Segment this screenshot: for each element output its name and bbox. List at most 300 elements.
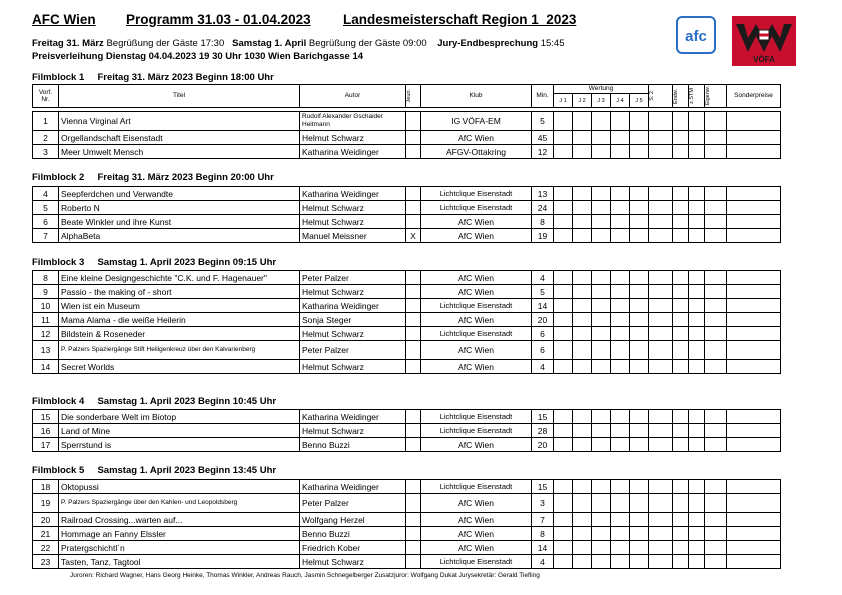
cell-score[interactable] [554,313,573,327]
cell-score[interactable] [649,555,673,569]
cell-score[interactable] [689,341,705,360]
cell-score[interactable] [630,438,649,452]
cell-score[interactable] [573,438,592,452]
cell-score[interactable] [573,513,592,527]
cell-score[interactable] [630,424,649,438]
cell-score[interactable] [573,299,592,313]
cell-score[interactable] [554,341,573,360]
cell-score[interactable] [573,327,592,341]
cell-titel: Tasten, Tanz, Tagtool [59,555,300,569]
cell-score[interactable] [705,438,727,452]
cell-autor: Peter Palzer [300,341,406,360]
info-fri-label: Freitag 31. März [32,38,104,49]
cell-score[interactable] [611,360,630,374]
cell-score[interactable] [673,527,689,541]
cell-score[interactable] [554,229,573,243]
table-row [33,131,781,145]
cell-score[interactable] [727,131,781,145]
cell-score[interactable] [611,555,630,569]
table-row [33,215,781,229]
cell-score[interactable] [649,341,673,360]
cell-klub: AfC Wien [421,541,532,555]
cell-score[interactable] [705,341,727,360]
cell-score[interactable] [727,271,781,285]
cell-score[interactable] [689,229,705,243]
cell-score[interactable] [630,541,649,555]
cell-score[interactable] [573,271,592,285]
cell-titel: Sperrstund is [59,438,300,452]
cell-score[interactable] [705,201,727,215]
cell-autor: Sonja Steger [300,313,406,327]
cell-score[interactable] [592,187,611,201]
info-jury-text: 15:45 [540,38,565,49]
cell-score[interactable] [630,229,649,243]
cell-score[interactable] [727,327,781,341]
cell-score[interactable] [630,513,649,527]
cell-score[interactable] [689,131,705,145]
cell-score[interactable] [573,410,592,424]
vofa-logo [732,16,796,66]
cell-score[interactable] [573,112,592,131]
cell-score[interactable] [592,341,611,360]
cell-score[interactable] [630,480,649,494]
cell-score[interactable] [630,112,649,131]
block-2-head: Filmblock 2 Freitag 31. März 2023 Beginn 20:00 Uhr [32,172,274,183]
cell-score[interactable] [727,527,781,541]
table-row [33,424,781,438]
cell-score[interactable] [630,271,649,285]
cell-score[interactable] [554,285,573,299]
cell-score[interactable] [630,555,649,569]
cell-score[interactable] [611,131,630,145]
cell-score[interactable] [673,112,689,131]
cell-score[interactable] [705,215,727,229]
vofa-logo-icon [732,16,796,66]
cell-score[interactable] [649,145,673,159]
cell-score[interactable] [592,313,611,327]
cell-min: 13 [532,187,554,201]
cell-score[interactable] [630,145,649,159]
cell-score[interactable] [689,187,705,201]
cell-min: 6 [532,341,554,360]
cell-score[interactable] [649,494,673,513]
cell-nr: 23 [33,555,59,569]
cell-score[interactable] [592,541,611,555]
cell-score[interactable] [573,494,592,513]
cell-min: 15 [532,410,554,424]
cell-score[interactable] [689,494,705,513]
cell-score[interactable] [727,480,781,494]
cell-score[interactable] [554,145,573,159]
cell-jeun [406,327,421,341]
cell-score[interactable] [554,424,573,438]
cell-score[interactable] [573,424,592,438]
cell-score[interactable] [592,285,611,299]
cell-score[interactable] [689,555,705,569]
cell-score[interactable] [705,555,727,569]
cell-score[interactable] [649,187,673,201]
cell-min: 7 [532,513,554,527]
cell-score[interactable] [673,131,689,145]
cell-score[interactable] [611,494,630,513]
cell-score[interactable] [689,527,705,541]
cell-score[interactable] [592,299,611,313]
cell-score[interactable] [673,341,689,360]
cell-score[interactable] [673,313,689,327]
cell-score[interactable] [727,410,781,424]
cell-score[interactable] [727,229,781,243]
cell-score[interactable] [689,480,705,494]
info-fri-text: Begrüßung der Gäste 17:30 [106,38,225,49]
cell-score[interactable] [705,112,727,131]
cell-jeun [406,131,421,145]
cell-score[interactable] [573,145,592,159]
cell-score[interactable] [649,513,673,527]
cell-score[interactable] [705,229,727,243]
cell-score[interactable] [611,480,630,494]
table-row [33,145,781,159]
cell-score[interactable] [689,424,705,438]
cell-score[interactable] [649,229,673,243]
cell-score[interactable] [592,424,611,438]
cell-score[interactable] [554,527,573,541]
cell-score[interactable] [611,299,630,313]
info-jury-label: Jury-Endbesprechung [437,38,539,49]
cell-score[interactable] [673,438,689,452]
cell-score[interactable] [630,327,649,341]
cell-score[interactable] [573,555,592,569]
cell-score[interactable] [573,215,592,229]
cell-score[interactable] [673,494,689,513]
cell-score[interactable] [573,541,592,555]
cell-score[interactable] [630,201,649,215]
cell-score[interactable] [630,285,649,299]
cell-score[interactable] [611,201,630,215]
cell-score[interactable] [705,187,727,201]
cell-score[interactable] [611,527,630,541]
cell-score[interactable] [554,131,573,145]
cell-score[interactable] [727,341,781,360]
table-row [33,438,781,452]
cell-autor: Rudolf Alexander Gschaider Heitmann [300,112,406,131]
cell-score[interactable] [611,341,630,360]
cell-score[interactable] [705,360,727,374]
col-autor: Autor [300,85,406,108]
cell-score[interactable] [649,327,673,341]
cell-autor: Peter Palzer [300,271,406,285]
cell-score[interactable] [705,313,727,327]
cell-score[interactable] [592,480,611,494]
cell-score[interactable] [727,112,781,131]
cell-score[interactable] [649,424,673,438]
cell-score[interactable] [649,527,673,541]
cell-score[interactable] [689,513,705,527]
cell-score[interactable] [649,299,673,313]
cell-score[interactable] [592,360,611,374]
cell-score[interactable] [727,313,781,327]
cell-score[interactable] [689,410,705,424]
cell-score[interactable] [705,327,727,341]
cell-score[interactable] [673,327,689,341]
cell-score[interactable] [705,410,727,424]
cell-klub: AfC Wien [421,341,532,360]
cell-score[interactable] [705,494,727,513]
cell-score[interactable] [573,285,592,299]
cell-score[interactable] [727,438,781,452]
cell-score[interactable] [554,112,573,131]
cell-score[interactable] [649,480,673,494]
cell-autor: Helmut Schwarz [300,201,406,215]
cell-klub: Lichtclique Eisenstadt [421,201,532,215]
cell-min: 6 [532,327,554,341]
cell-score[interactable] [573,360,592,374]
cell-score[interactable] [649,285,673,299]
cell-score[interactable] [554,215,573,229]
cell-score[interactable] [689,145,705,159]
cell-score[interactable] [673,271,689,285]
cell-score[interactable] [630,360,649,374]
cell-min: 3 [532,494,554,513]
cell-score[interactable] [573,480,592,494]
cell-score[interactable] [592,201,611,215]
cell-score[interactable] [573,313,592,327]
cell-autor: Helmut Schwarz [300,215,406,229]
cell-score[interactable] [649,410,673,424]
cell-score[interactable] [611,215,630,229]
cell-titel: Bildstein & Roseneder [59,327,300,341]
cell-score[interactable] [592,555,611,569]
cell-score[interactable] [649,438,673,452]
cell-score[interactable] [705,541,727,555]
cell-score[interactable] [630,410,649,424]
cell-score[interactable] [727,145,781,159]
cell-score[interactable] [689,541,705,555]
cell-score[interactable] [689,299,705,313]
cell-score[interactable] [573,187,592,201]
cell-jeun [406,424,421,438]
cell-score[interactable] [649,271,673,285]
cell-nr: 17 [33,438,59,452]
cell-autor: Katharina Weidinger [300,299,406,313]
cell-score[interactable] [592,229,611,243]
cell-score[interactable] [630,187,649,201]
cell-score[interactable] [727,555,781,569]
cell-score[interactable] [673,215,689,229]
cell-score[interactable] [592,527,611,541]
cell-score[interactable] [554,480,573,494]
cell-nr: 12 [33,327,59,341]
cell-score[interactable] [673,299,689,313]
cell-score[interactable] [611,285,630,299]
cell-score[interactable] [649,215,673,229]
cell-jeun [406,410,421,424]
cell-score[interactable] [573,229,592,243]
cell-min: 12 [532,145,554,159]
cell-autor: Katharina Weidinger [300,480,406,494]
cell-min: 15 [532,480,554,494]
cell-score[interactable] [554,494,573,513]
cell-score[interactable] [705,527,727,541]
cell-score[interactable] [554,201,573,215]
cell-score[interactable] [649,112,673,131]
cell-score[interactable] [673,480,689,494]
cell-score[interactable] [649,541,673,555]
cell-score[interactable] [689,285,705,299]
cell-score[interactable] [673,360,689,374]
cell-nr: 15 [33,410,59,424]
cell-score[interactable] [727,285,781,299]
cell-score[interactable] [689,313,705,327]
cell-score[interactable] [611,229,630,243]
cell-autor: Katharina Weidinger [300,145,406,159]
cell-score[interactable] [630,313,649,327]
cell-score[interactable] [592,112,611,131]
cell-score[interactable] [592,131,611,145]
vofa-logo-text: VÖFA [753,55,775,64]
cell-score[interactable] [727,360,781,374]
cell-score[interactable] [689,201,705,215]
cell-score[interactable] [554,513,573,527]
cell-score[interactable] [592,438,611,452]
cell-score[interactable] [649,201,673,215]
cell-score[interactable] [611,112,630,131]
cell-score[interactable] [705,480,727,494]
cell-score[interactable] [673,410,689,424]
cell-score[interactable] [554,327,573,341]
cell-jeun [406,187,421,201]
cell-min: 24 [532,201,554,215]
cell-score[interactable] [689,438,705,452]
cell-score[interactable] [689,327,705,341]
cell-score[interactable] [705,299,727,313]
cell-score[interactable] [673,187,689,201]
cell-jeun [406,341,421,360]
cell-score[interactable] [573,131,592,145]
cell-score[interactable] [673,201,689,215]
cell-score[interactable] [727,201,781,215]
cell-nr: 4 [33,187,59,201]
cell-score[interactable] [592,215,611,229]
cell-score[interactable] [727,424,781,438]
cell-score[interactable] [705,424,727,438]
cell-autor: Helmut Schwarz [300,555,406,569]
cell-score[interactable] [705,145,727,159]
cell-score[interactable] [649,360,673,374]
cell-score[interactable] [689,215,705,229]
cell-score[interactable] [592,494,611,513]
cell-score[interactable] [611,271,630,285]
column-header-table [32,84,781,108]
cell-score[interactable] [727,513,781,527]
table-row [33,360,781,374]
cell-score[interactable] [611,410,630,424]
cell-score[interactable] [554,271,573,285]
cell-score[interactable] [673,285,689,299]
cell-score[interactable] [689,360,705,374]
cell-score[interactable] [630,527,649,541]
cell-klub: Lichtclique Eisenstadt [421,480,532,494]
cell-score[interactable] [705,513,727,527]
cell-score[interactable] [554,187,573,201]
cell-score[interactable] [630,131,649,145]
cell-score[interactable] [649,313,673,327]
cell-min: 4 [532,360,554,374]
cell-score[interactable] [727,541,781,555]
cell-score[interactable] [630,299,649,313]
film-table-block-2 [32,186,781,243]
cell-score[interactable] [727,494,781,513]
cell-min: 14 [532,541,554,555]
cell-score[interactable] [673,541,689,555]
cell-score[interactable] [611,313,630,327]
cell-score[interactable] [705,285,727,299]
cell-jeun [406,513,421,527]
cell-titel: Railroad Crossing...warten auf... [59,513,300,527]
cell-score[interactable] [673,424,689,438]
cell-score[interactable] [689,112,705,131]
cell-jeun [406,555,421,569]
cell-score[interactable] [611,541,630,555]
cell-score[interactable] [673,513,689,527]
cell-score[interactable] [592,410,611,424]
cell-score[interactable] [554,555,573,569]
cell-score[interactable] [630,494,649,513]
cell-score[interactable] [611,327,630,341]
col-klub: Klub [421,85,532,108]
cell-score[interactable] [592,513,611,527]
cell-score[interactable] [554,438,573,452]
cell-score[interactable] [705,271,727,285]
cell-score[interactable] [649,131,673,145]
cell-score[interactable] [673,145,689,159]
cell-min: 5 [532,112,554,131]
cell-score[interactable] [673,555,689,569]
cell-score[interactable] [611,513,630,527]
table-row [33,555,781,569]
cell-score[interactable] [611,187,630,201]
table-row [33,299,781,313]
cell-score[interactable] [573,527,592,541]
cell-score[interactable] [689,271,705,285]
cell-score[interactable] [554,410,573,424]
cell-nr: 22 [33,541,59,555]
cell-score[interactable] [673,229,689,243]
cell-score[interactable] [727,215,781,229]
cell-score[interactable] [592,327,611,341]
cell-score[interactable] [611,424,630,438]
cell-score[interactable] [705,131,727,145]
cell-score[interactable] [727,187,781,201]
cell-score[interactable] [630,215,649,229]
table-row [33,187,781,201]
cell-titel: Roberto N [59,201,300,215]
cell-score[interactable] [630,341,649,360]
cell-titel: P. Palzers Spaziergänge Stift Heiligenkreuz über den Kalvarienberg [59,341,300,360]
cell-klub: AfC Wien [421,513,532,527]
cell-score[interactable] [554,299,573,313]
cell-score[interactable] [611,438,630,452]
cell-score[interactable] [573,201,592,215]
cell-score[interactable] [554,541,573,555]
cell-score[interactable] [727,299,781,313]
cell-score[interactable] [592,145,611,159]
cell-score[interactable] [592,271,611,285]
cell-jeun [406,145,421,159]
cell-score[interactable] [573,341,592,360]
cell-score[interactable] [554,360,573,374]
cell-titel: Beate Winkler und ihre Kunst [59,215,300,229]
cell-score[interactable] [611,145,630,159]
